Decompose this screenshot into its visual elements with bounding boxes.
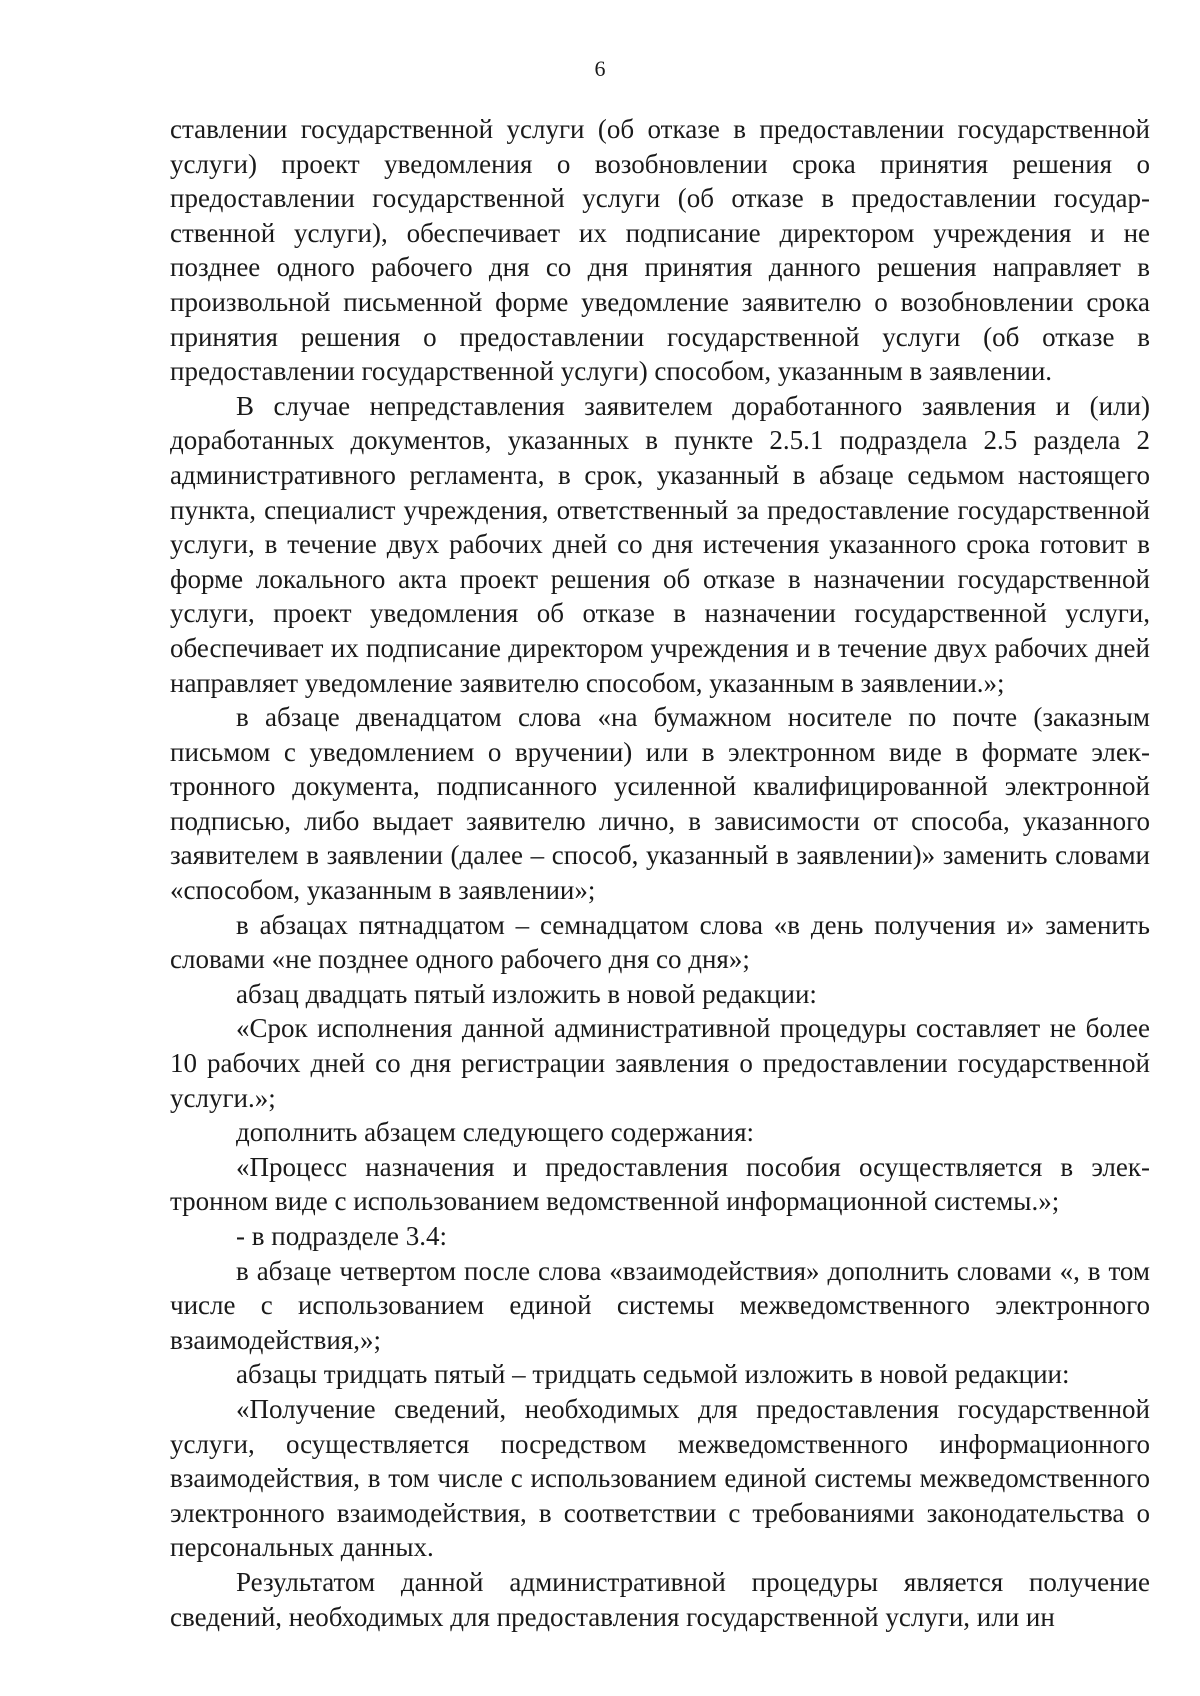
paragraph-term-quote: «Срок исполнения данной административной процедуры составляет не более 10 рабочих дней со дня регистрации заявления о предоставлении государственной услуги.»; bbox=[170, 1013, 1150, 1113]
paragraph-abzac-thirty-five: абзацы тридцать пятый – тридцать седьмой изложить в новой редакции: bbox=[236, 1359, 1070, 1390]
paragraph-continuation: ставлении государственной услуги (об отказе в предоставлении государственной услуги) проект уведомления о возобновлении срока принятия решения о предоставлении государственной услуги (об отказе в предоставлении государственной услуги), обеспечивает их подписание директором учреждения и не позднее одного рабочего дня со дня принятия данного решения направляет в произвольной письменной форме уведомление заявителю о возобновлении срока принятия решения о предоставлении государственной услуги (об отказе в предоставлении государственной услуги) способом, указанным в заявлении. bbox=[170, 114, 1150, 387]
paragraph-abzac-twenty-five: абзац двадцать пятый изложить в новой редакции: bbox=[236, 978, 817, 1009]
paragraph-abzac-four: в абзаце четвертом после слова «взаимодействия» дополнить словами «, в том числе с использованием единой системы межведомственного электронного взаимодействия,»; bbox=[170, 1255, 1150, 1355]
paragraph-add-abzac: дополнить абзацем следующего содержания: bbox=[236, 1117, 755, 1148]
paragraph-abzac-fifteen-seventeen: в абзацах пятнадцатом – семнадцатом слова «в день получения и» заменить словами «не позднее одного рабочего дня со дня»; bbox=[170, 909, 1150, 975]
paragraph-info-quote: «Получение сведений, необходимых для предоставления государственной услуги, осуществляется посредством межведомственного информационного взаимодействия, в том числе с использованием единой системы межведомственного электронного взаимодействия, в соответствии с требованиями законодательства о персональных данных. bbox=[170, 1393, 1150, 1563]
paragraph-result: Результатом данной административной процедуры является получение сведений, необходимых для предоставления государственной услуги, или ин bbox=[170, 1566, 1150, 1632]
page-number: 6 bbox=[594, 56, 606, 81]
paragraph-subsection-3-4: - в подразделе 3.4: bbox=[236, 1221, 447, 1251]
document-body bbox=[170, 112, 1150, 1634]
paragraph-process-quote: «Процесс назначения и предоставления пособия осуществляется в электронном виде с использованием ведомственной информационной системы.»; bbox=[170, 1151, 1150, 1217]
paragraph-abzac-twelve: в абзаце двенадцатом слова «на бумажном носителе по почте (заказным письмом с уведомлением о вручении) или в электронном виде в формате электронного документа, подписанного усиленной квалифицированной электронной подписью, либо выдает заявителю лично, в зависимости от способа, указанного заявителем в заявлении (далее – способ, указанный в заявлении)» заменить словами «способом, указанным в заявлении»; bbox=[170, 702, 1150, 906]
paragraph-non-submission: В случае непредставления заявителем доработанного заявления и (или) доработанных документов, указанных в пункте 2.5.1 подраздела 2.5 раздела 2 административного регламента, в срок, указанный в абзаце седьмом настоящего пункта, специалист учреждения, ответственный за предоставление государственной услуги, в течение двух рабочих дней со дня истечения указанного срока готовит в форме локального акта проект решения об отказе в назначении государственной услуги, проект уведомления об отказе в назначении государственной услуги, обеспечивает их подписание директором учреждения и в течение двух рабочих дней направляет уведомление заявителю способом, указанным в заявлении.»; bbox=[170, 390, 1150, 698]
